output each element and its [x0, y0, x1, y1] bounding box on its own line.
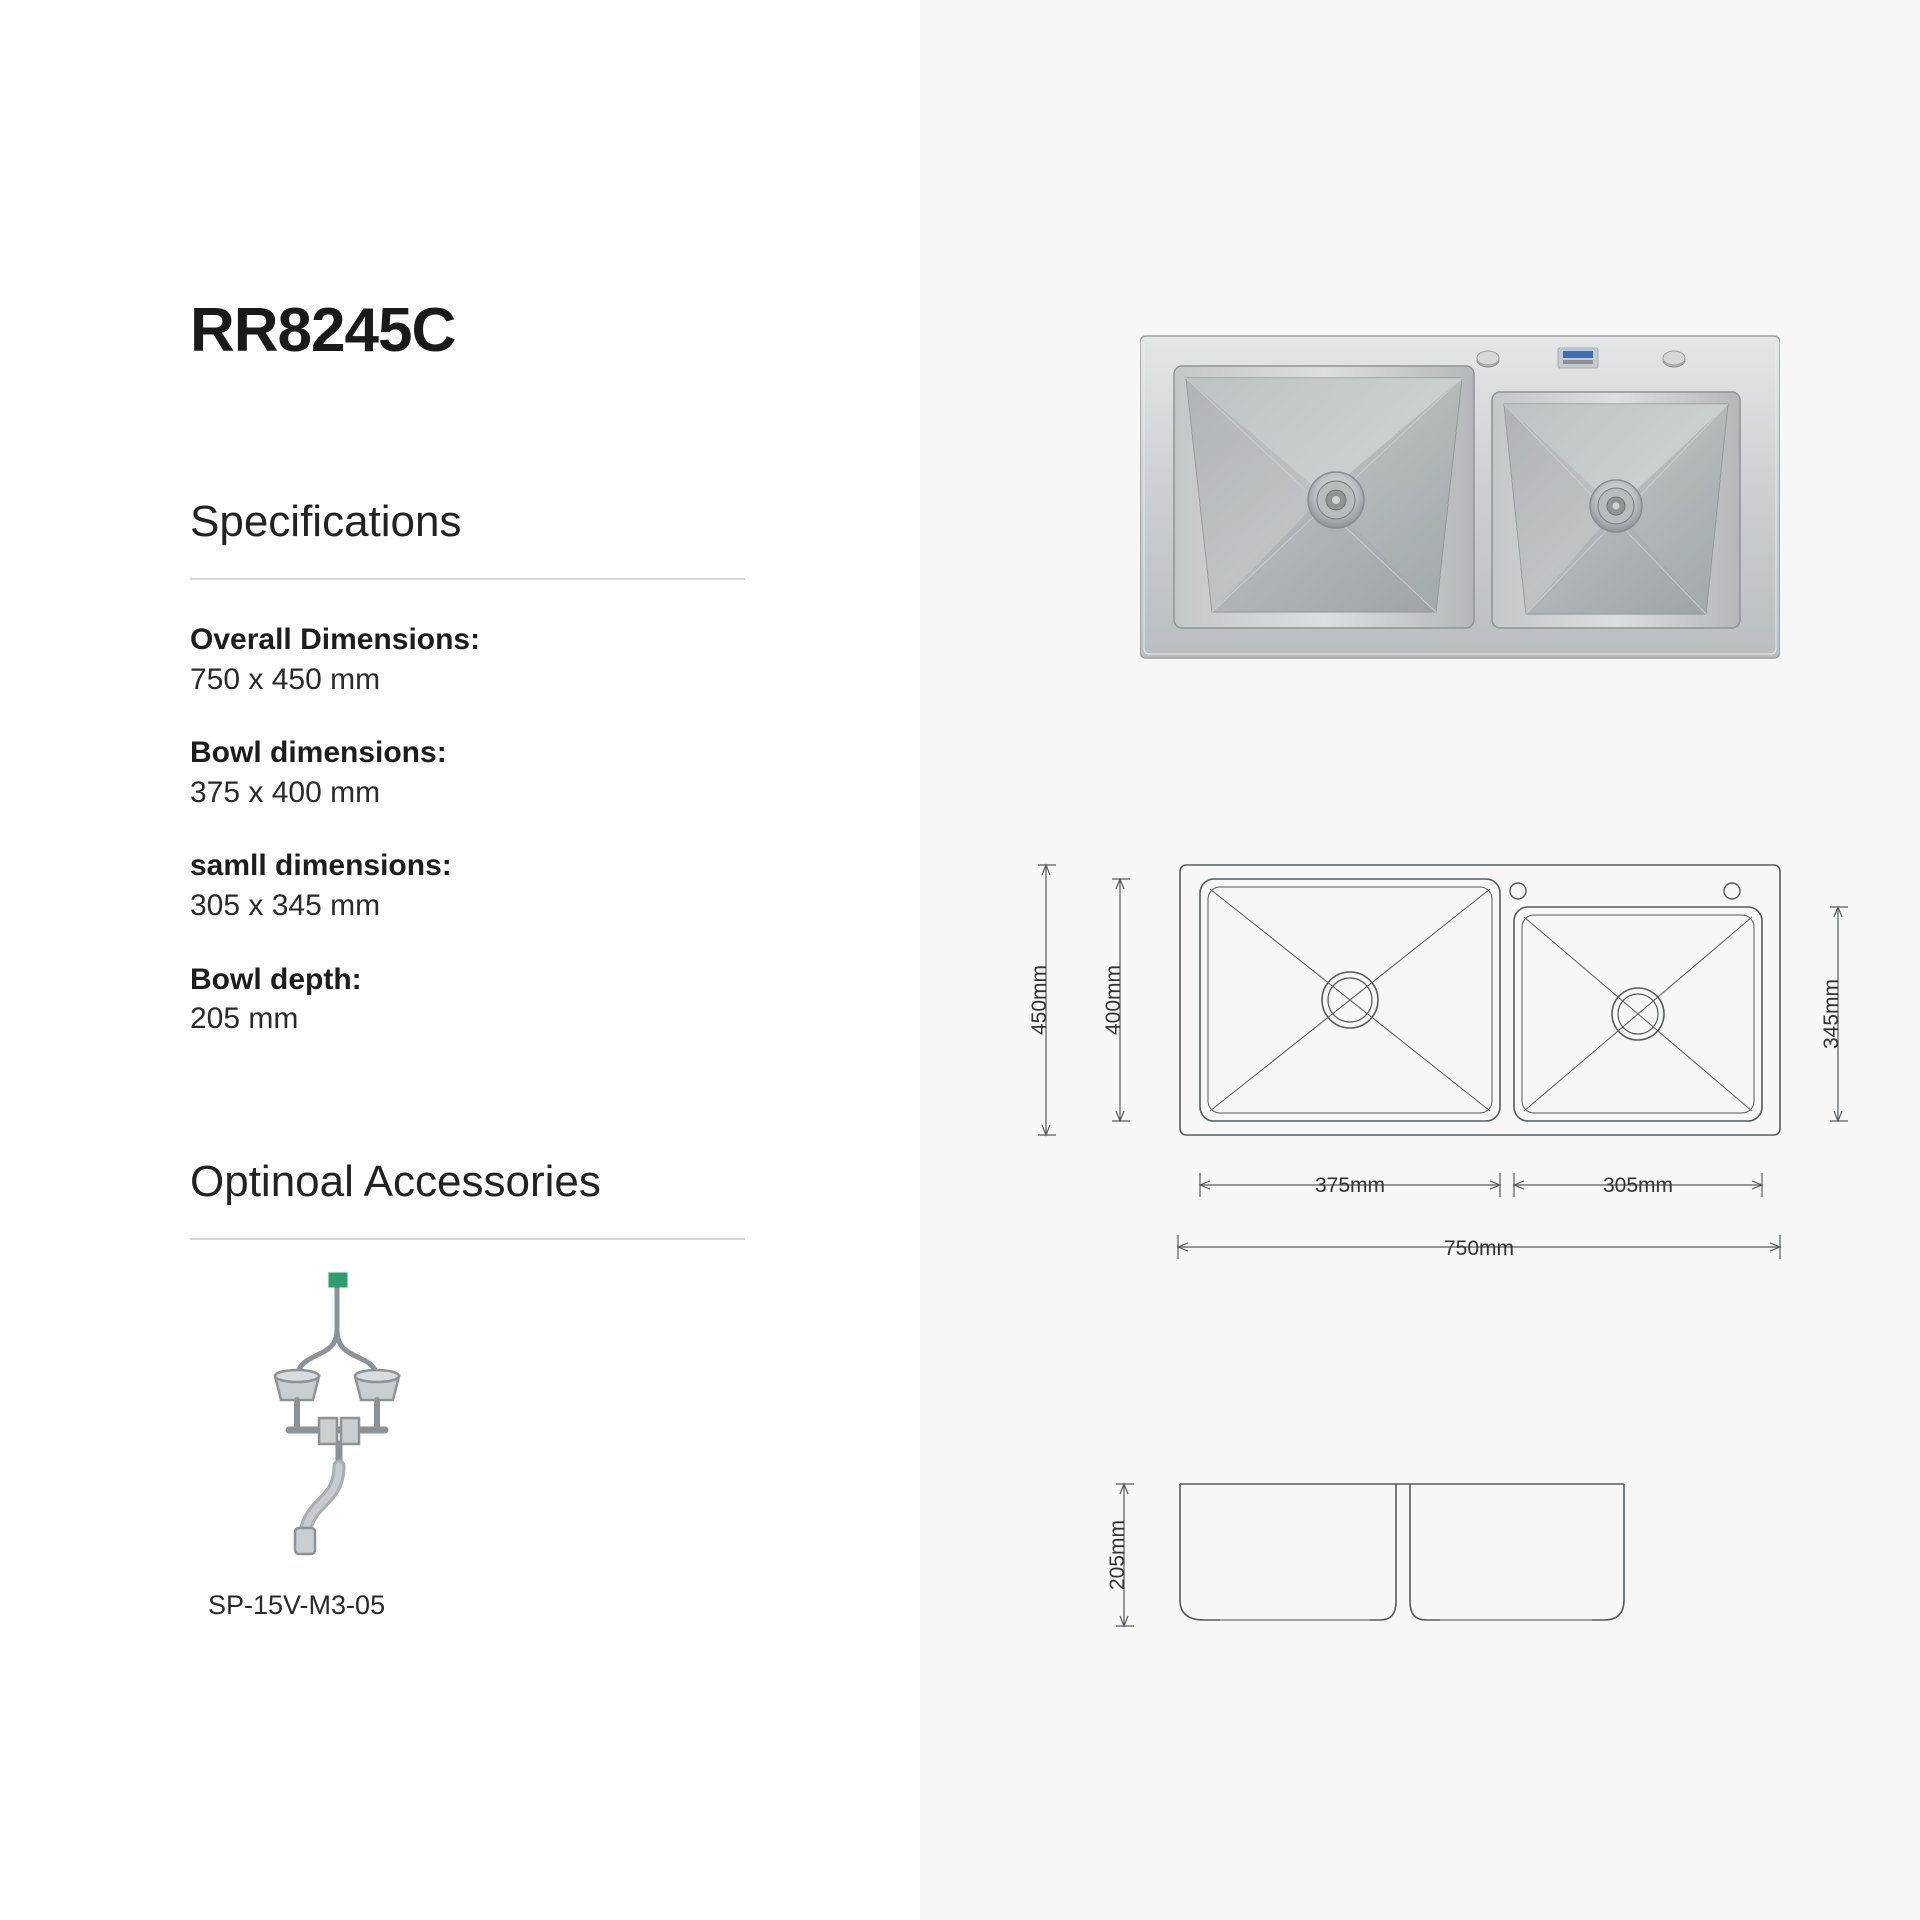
spec-value: 305 x 345 mm: [190, 888, 381, 922]
dim-small-width: 305mm: [1602, 1174, 1674, 1197]
spec-label: Overall Dimensions:: [190, 623, 481, 656]
plan-view-drawing: [1020, 855, 1880, 1335]
spec-item: [190, 846, 790, 925]
dim-bowl-width: 375mm: [1314, 1174, 1386, 1197]
spec-value: 205 mm: [190, 1002, 299, 1036]
section-view-drawing: [1080, 1470, 1880, 1700]
page-title: RR8245C: [190, 296, 456, 365]
specifications-divider: [190, 578, 745, 580]
dim-bowl-height: 205mm: [1106, 1519, 1129, 1591]
spec-item: [190, 960, 790, 1039]
product-photo: [1140, 330, 1780, 680]
accessory-code: SP-15V-M3-05: [208, 1590, 386, 1620]
spec-value: 750 x 450 mm: [190, 662, 381, 696]
spec-item: [190, 620, 790, 699]
brand-badge: [1558, 348, 1598, 368]
spec-label: samll dimensions:: [190, 849, 452, 883]
spec-value: 375 x 400 mm: [190, 775, 381, 809]
dim-overall-width: 750mm: [1443, 1237, 1515, 1260]
accessories-heading: Optinoal Accessories: [190, 1157, 601, 1206]
accessories-divider: [190, 1238, 745, 1240]
specifications-heading: Specifications: [190, 497, 462, 546]
dim-bowl-depth: 400mm: [1102, 964, 1125, 1036]
spec-item: [190, 733, 790, 812]
specifications-list: [190, 620, 790, 1073]
spec-label: Bowl dimensions:: [190, 736, 447, 770]
dim-small-depth: 345mm: [1820, 978, 1843, 1050]
spec-label: Bowl depth:: [190, 962, 362, 996]
accessory-image: [215, 1270, 465, 1570]
dim-overall-depth: 450mm: [1028, 964, 1051, 1036]
